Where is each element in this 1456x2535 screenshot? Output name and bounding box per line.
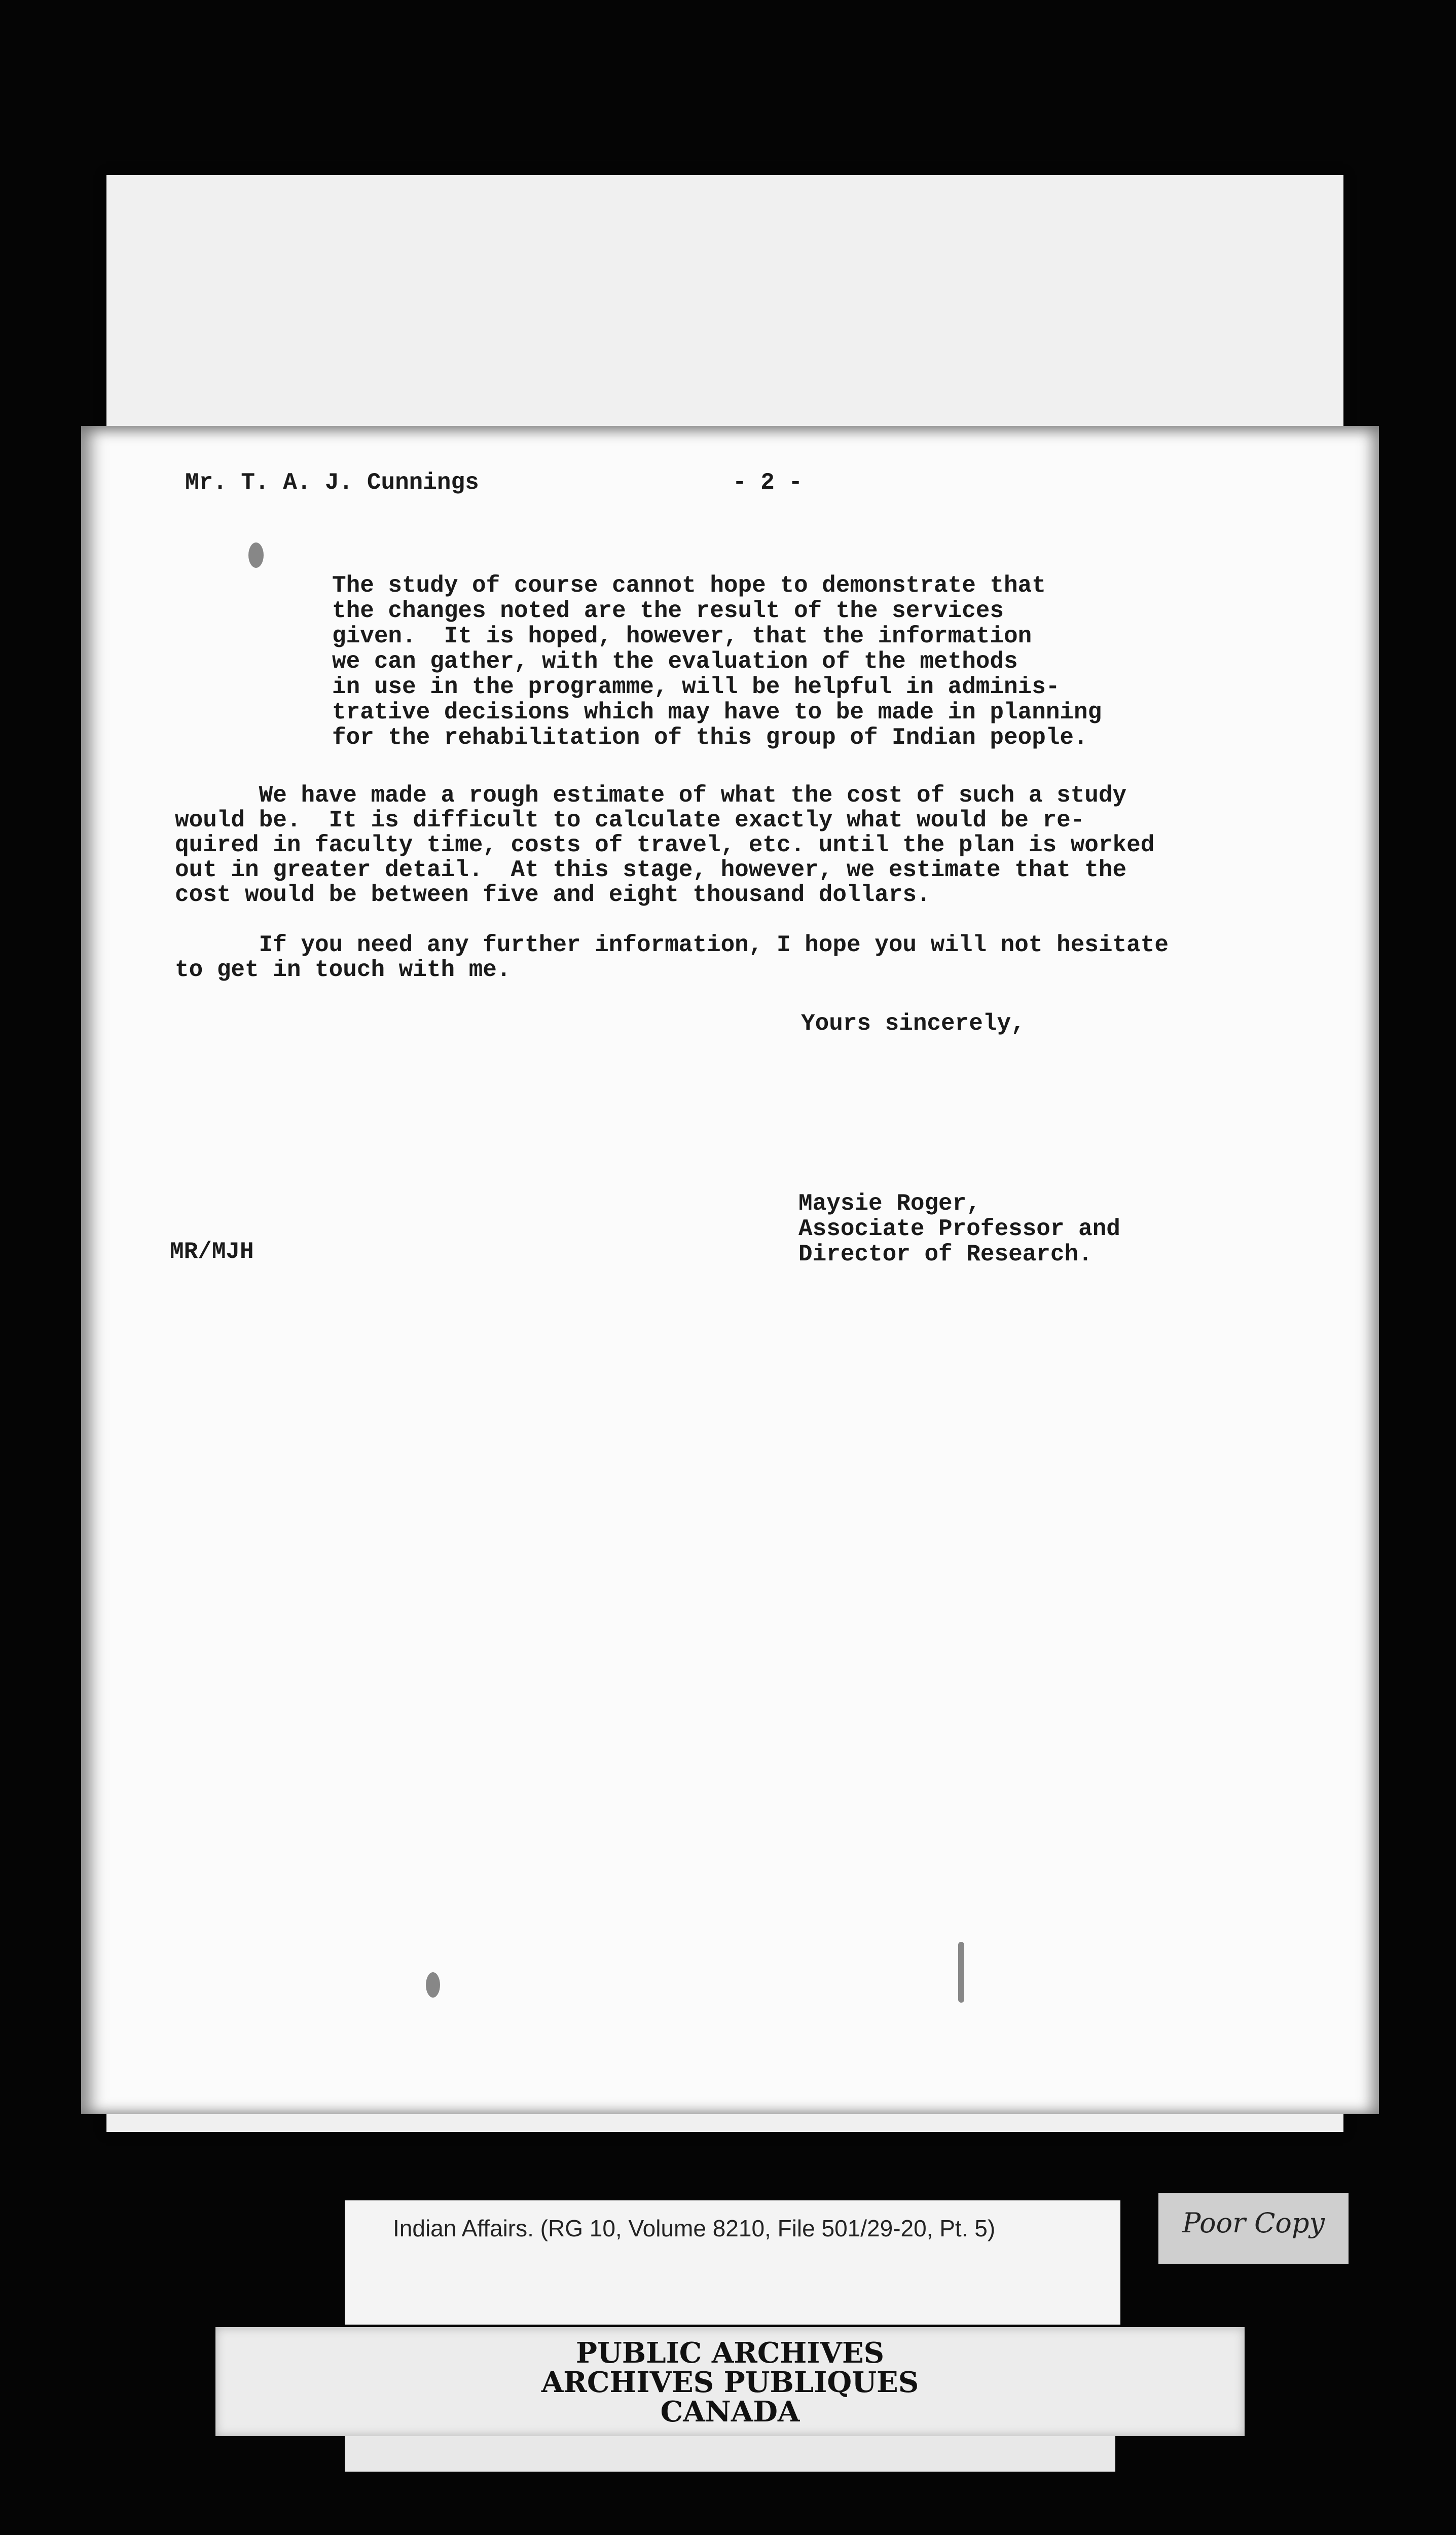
letter-paragraph-2: We have made a rough estimate of what the cost of such a study would be. It is difficult to calculate exactly what would be re- quired in faculty time, costs of travel, etc. until the plan is worked out in greater detail. At this stage, however, we estimate that the cost would be between five and eight thousand dollars. (175, 782, 1155, 908)
letter-page (81, 426, 1379, 2114)
ink-smudge (426, 1972, 440, 1998)
stamp-line-1: PUBLIC ARCHIVES (575, 2336, 885, 2370)
archive-citation-label (345, 2200, 1120, 2325)
letter-paragraph-3: If you need any further information, I hope you will not hesitate to get in touch with me. (175, 932, 1169, 983)
stamp-line-2: ARCHIVES PUBLIQUES (541, 2366, 919, 2399)
signature-title-2: Director of Research. (798, 1241, 1093, 1268)
signature-name: Maysie Roger, (798, 1190, 980, 1217)
poor-copy-note: Poor Copy (1158, 2193, 1349, 2264)
ink-smudge (958, 1942, 964, 2003)
letter-closing: Yours sincerely, (801, 1010, 1025, 1037)
ink-smudge (248, 542, 264, 568)
letter-header-addressee: Mr. T. A. J. Cunnings (185, 469, 479, 496)
page-number: - 2 - (733, 469, 803, 496)
archives-stamp (215, 2327, 1245, 2436)
signature-title-1: Associate Professor and (798, 1216, 1120, 1242)
reference-initials: MR/MJH (170, 1239, 254, 1265)
stamp-line-3: CANADA (660, 2395, 800, 2429)
letter-paragraph-1: The study of course cannot hope to demonstrate that the changes noted are the result of the services given. It is hoped, however, that the information we can gather, with the evaluation of the methods in use in the programme, will be helpful in adminis- trative decisions which may have to be made in planning for the rehabilitation of this group of Indian people. (332, 572, 1102, 751)
archive-citation: Indian Affairs. (RG 10, Volume 8210, File 501/29-20, Pt. 5) (393, 2215, 996, 2241)
